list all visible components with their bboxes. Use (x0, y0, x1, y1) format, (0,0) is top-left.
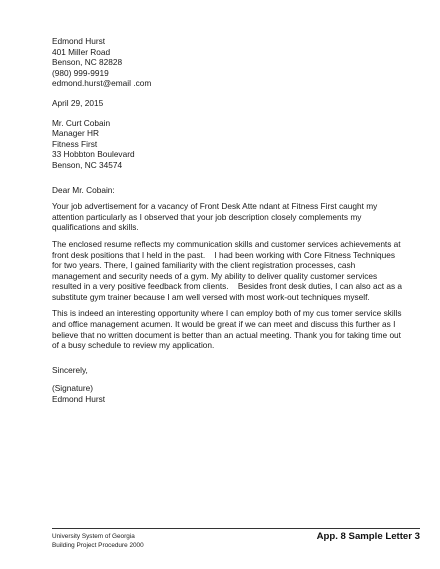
paragraph-line: substitute gym trainer because I am well versed with most work-out techniques myself. (52, 291, 370, 302)
paragraph-line: and office management acumen. It would be great if we can meet and discuss this further as I (52, 319, 396, 330)
footer-line-2: Building Project Procedure 2000 (52, 541, 144, 549)
paragraph-line: resulted in a very positive feedback from clients. Besides front desk duties, I can also act as a (52, 281, 403, 292)
paragraph-line: believe that no written document is better than an actual meeting. Thank you for taking time out (52, 329, 401, 340)
salutation (52, 185, 390, 196)
paragraph-line: The enclosed resume reflects my communication skills and customer services achievements at (52, 238, 401, 249)
closing-text: Sincerely, (52, 364, 88, 375)
recipient-company: Fitness First (52, 138, 98, 149)
letter-date (52, 98, 390, 109)
footer-source (52, 533, 144, 550)
recipient-title: Manager HR (52, 128, 100, 139)
sender-city: Benson, NC 82828 (52, 57, 123, 68)
sender-phone: (980) 999-9919 (52, 67, 109, 78)
salutation-text: Dear Mr. Cobain: (52, 184, 115, 195)
paragraph-2 (52, 238, 403, 303)
closing (52, 365, 390, 376)
sender-street: 401 Miller Road (52, 46, 111, 57)
sender-email: edmond.hurst@email .com (52, 78, 152, 89)
date-text: April 29, 2015 (52, 97, 104, 108)
sender-name: Edmond Hurst (52, 36, 106, 46)
paragraph-line: front desk positions that I held in the past. I had been working with Core Fitness Techniques (52, 249, 395, 260)
paragraph-line: This is indeed an interesting opportunity where I can employ both of my cus tomer service skills (52, 308, 402, 319)
signature-block (52, 383, 390, 404)
recipient-street: 33 Hobbton Boulevard (52, 149, 135, 160)
paragraph-line: Your job advertisement for a vacancy of Front Desk Atte ndant at Fitness First caught my (52, 201, 378, 212)
paragraph-1 (52, 201, 390, 233)
recipient-address (52, 118, 390, 171)
recipient-city: Benson, NC 34574 (52, 159, 123, 170)
paragraph-3 (52, 308, 402, 351)
signature-placeholder: (Signature) (52, 383, 94, 394)
paragraph-line: management and security needs of a gym. My ability to deliver quality customer services (52, 270, 378, 281)
letter-body (52, 36, 403, 414)
footer-title: App. 8 Sample Letter 3 (316, 531, 420, 542)
paragraph-line: of a busy schedule to review my application. (52, 340, 215, 351)
footer-divider (52, 528, 420, 529)
recipient-name: Mr. Curt Cobain (52, 117, 111, 128)
signer-name: Edmond Hurst (52, 394, 106, 405)
paragraph-line: for two years. There, I gained familiarity with the client registration processes, cash (52, 260, 356, 271)
sender-address (52, 36, 390, 89)
paragraph-line: attention particularly as I observed that your job description closely complements my (52, 211, 362, 222)
paragraph-line: qualifications and skills. (52, 222, 139, 233)
footer-line-1: University System of Georgia (52, 533, 135, 540)
